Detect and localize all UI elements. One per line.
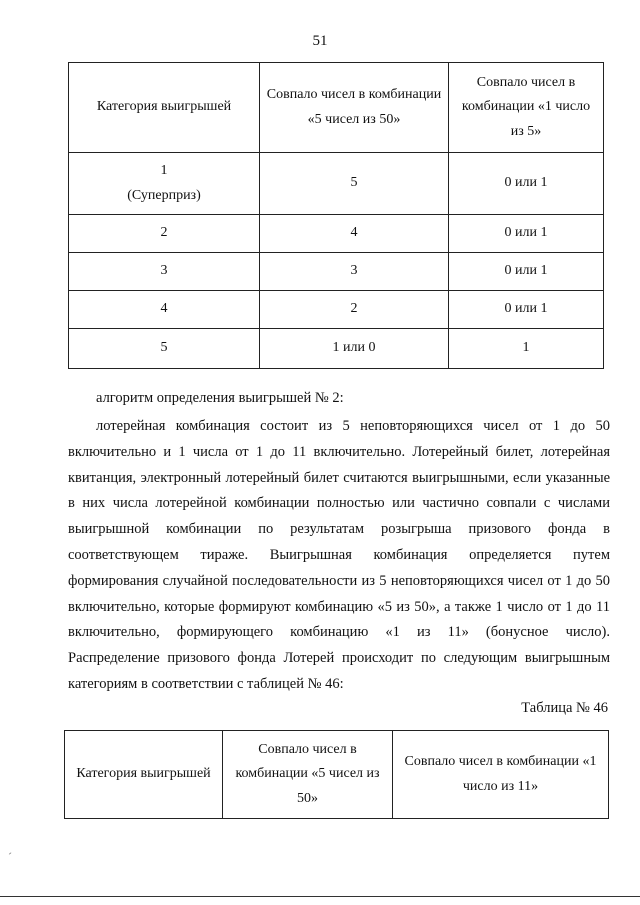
table-cell: 0 или 1 bbox=[449, 291, 604, 329]
table-header-row bbox=[69, 63, 604, 153]
header-match-1-of-5: Совпало чисел в комбинации «1 число из 5» bbox=[449, 63, 604, 153]
header-category: Категория выигрышей bbox=[65, 731, 223, 819]
table-cell: 5 bbox=[69, 329, 260, 369]
page-number: 51 bbox=[312, 33, 328, 49]
table-row bbox=[69, 253, 604, 291]
table-row bbox=[69, 215, 604, 253]
header-match-5-of-50: Совпало чисел в комбинации «5 чисел из 50» bbox=[260, 63, 449, 153]
table-caption: Таблица № 46 bbox=[521, 700, 608, 716]
winning-categories-table bbox=[68, 62, 604, 369]
table-row bbox=[69, 153, 604, 215]
body-paragraph: лотерейная комбинация состоит из 5 неповторяющихся чисел от 1 до 50 включительно и 1 числа от 1 до 11 включительно. Лотерейный билет, лотерейная квитанция, электронный лотерейный билет считаются выигрышными, если указанные в них числа лотерейной комбинации полностью или частично совпали с числами выигрышной комбинации по результатам розыгрыша призового фонда в соответствующем тираже. Выигрышная комбинация определяется путем формирования случайной последовательности из 5 неповторяющихся чисел от 1 до 50 включительно, которые формируют комбинацию «5 из 50», а также 1 число от 1 до 11 включительно, формирующего комбинацию «1 из 11» (бонусное число). Распределение призового фонда Лотерей происходит по следующим выигрышным категориям в соответствии с таблицей № 46: bbox=[68, 418, 610, 692]
header-match-5-of-50: Совпало чисел в комбинации «5 чисел из 50» bbox=[223, 731, 393, 819]
table-cell: 3 bbox=[69, 253, 260, 291]
table-cell: 2 bbox=[260, 291, 449, 329]
table-cell: 5 bbox=[260, 153, 449, 215]
body-text bbox=[68, 414, 610, 698]
table-cell: 0 или 1 bbox=[449, 253, 604, 291]
table-cell: 3 bbox=[260, 253, 449, 291]
table-cell: 4 bbox=[260, 215, 449, 253]
table-cell: 0 или 1 bbox=[449, 215, 604, 253]
header-match-1-of-11: Совпало чисел в комбинации «1 число из 11» bbox=[393, 731, 609, 819]
table-header-row bbox=[65, 731, 609, 819]
table-cell: 4 bbox=[69, 291, 260, 329]
algorithm-heading: алгоритм определения выигрышей № 2: bbox=[96, 390, 344, 406]
table-cell: 1 или 0 bbox=[260, 329, 449, 369]
scan-bottom-edge bbox=[0, 896, 640, 897]
header-category: Категория выигрышей bbox=[69, 63, 260, 153]
scan-mark: ´ bbox=[8, 850, 12, 864]
winning-categories-table-46 bbox=[64, 730, 609, 819]
table-cell: 1 (Суперприз) bbox=[69, 153, 260, 215]
table-cell: 2 bbox=[69, 215, 260, 253]
table-row bbox=[69, 329, 604, 369]
table-row bbox=[69, 291, 604, 329]
table-cell: 1 bbox=[449, 329, 604, 369]
table-cell: 0 или 1 bbox=[449, 153, 604, 215]
